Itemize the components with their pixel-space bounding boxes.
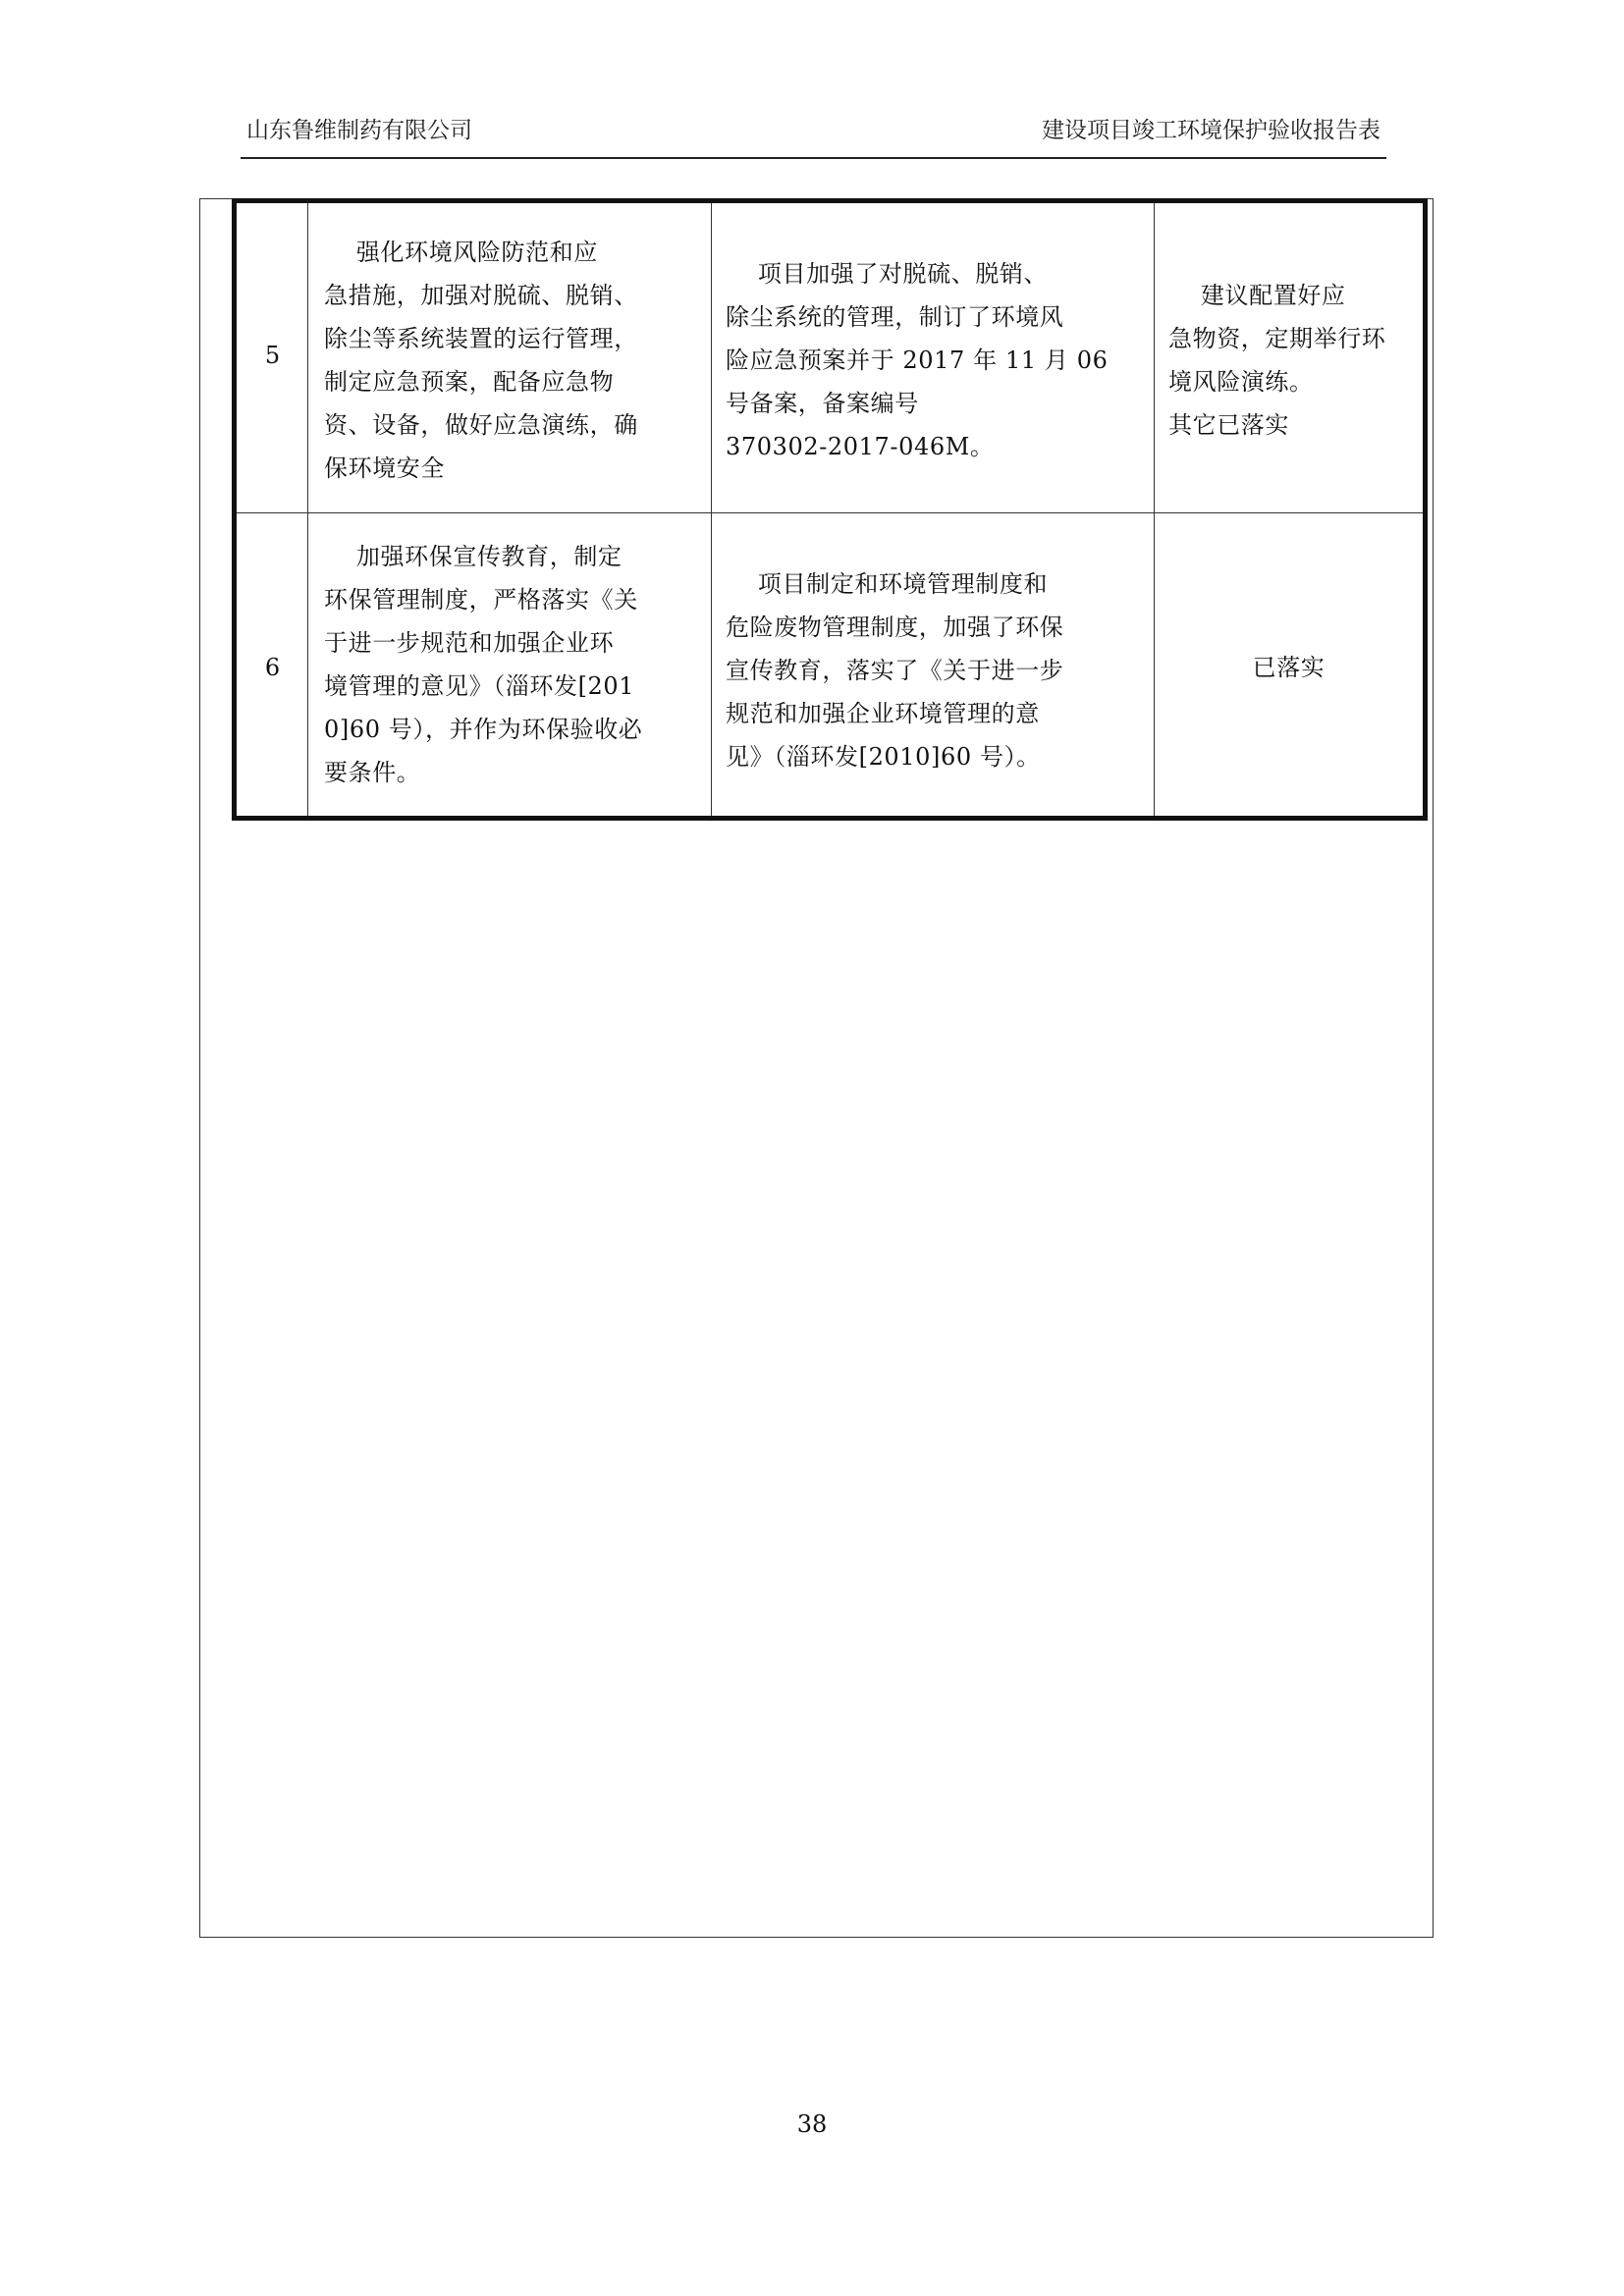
status-cell [1155, 513, 1423, 816]
page-number: 38 [796, 2110, 828, 2138]
requirement-cell [308, 203, 712, 512]
table-row [237, 203, 1423, 513]
company-name: 山东鲁维制药有限公司 [246, 118, 472, 143]
report-title: 建设项目竣工环境保护验收报告表 [1042, 118, 1380, 143]
table-row [237, 513, 1423, 816]
implementation-cell [712, 203, 1155, 512]
requirements-table [232, 198, 1428, 821]
implementation-text: 项目制定和环境管理制度和 危险废物管理制度，加强了环保 宣传教育，落实了《关于进一步 规范和加强企业环境管理的意 见》（淄环发[2010]60 号）。 [726, 570, 1064, 771]
page-header [241, 116, 1386, 159]
requirement-text: 强化环境风险防范和应 急措施，加强对脱硫、脱销、 除尘等系统装置的运行管理， 制定应急预案，配备应急物 资、设备，做好应急演练，确 保环境安全 [324, 239, 638, 482]
item-number-cell [237, 513, 308, 816]
requirement-text: 加强环保宣传教育，制定 环保管理制度，严格落实《关 于进一步规范和加强企业环 境管理的意见》（淄环发[201 0]60 号），并作为环保验收必 要条件。 [324, 543, 643, 786]
requirement-cell [308, 513, 712, 816]
implementation-cell [712, 513, 1155, 816]
item-number-cell [237, 203, 308, 512]
implementation-text: 项目加强了对脱硫、脱销、 除尘系统的管理，制订了环境风 险应急预案并于 2017 年 11 月 06 号备案，备案编号 370302-2017-046M。 [726, 260, 1109, 460]
item-number: 6 [264, 654, 281, 681]
status-text: 建议配置好应 急物资，定期举行环 境风险演练。 其它已落实 [1168, 282, 1386, 439]
item-number: 5 [264, 342, 281, 369]
status-text: 已落实 [1252, 654, 1326, 681]
status-cell [1155, 203, 1423, 512]
